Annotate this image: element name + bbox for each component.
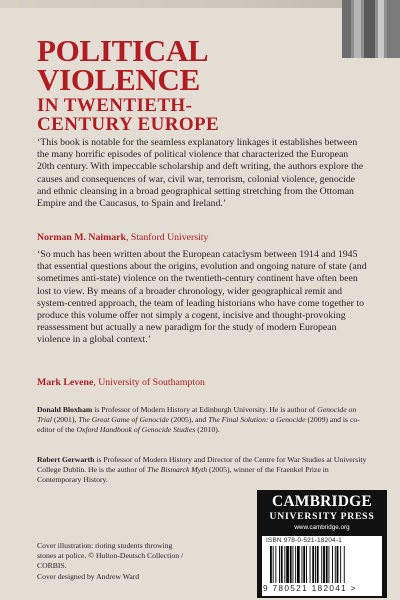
- review-quote-1: ‘This book is notable for the seamless explanatory linkages it establishes between the many horrific episodes of political violence that characterized the European 20th century. With impeccable scholarship and deft writing, the authors explore the causes and consequences of war, civil war, terrorism, colonial violence, genocide and ethnic cleansing in a broad geographical setting stretching from the Ottoman Empire and the Caucasus, to Spain and Ireland.’: [37, 137, 364, 210]
- bio-text: (2005), and: [168, 415, 209, 425]
- review-attribution-2: [37, 377, 205, 388]
- reviewer-name-1: Norman M. Naimark: [37, 232, 126, 243]
- book-title-ref: The Bismarck Myth: [147, 465, 208, 475]
- barcode-digits: 9 780521 182041 >: [263, 583, 357, 593]
- title-line-1: POLITICAL: [37, 33, 209, 68]
- author-bio-gerwarth: [37, 455, 367, 485]
- author-name-gerwarth: Robert Gerwarth: [37, 455, 95, 464]
- cover-photo-fragment: [342, 0, 400, 58]
- title-line-2: VIOLENCE: [37, 61, 200, 97]
- bio-text: (2010).: [195, 425, 220, 435]
- reviewer-name-2: Mark Levene: [37, 377, 94, 388]
- title-line-4: CENTURY EUROPE: [37, 114, 220, 136]
- book-title-ref: Oxford Handbook of Genocide Studies: [76, 425, 196, 435]
- publisher-url: www.cambridge.org: [294, 524, 350, 531]
- book-title: [37, 33, 220, 136]
- title-line-3: IN TWENTIETH-: [37, 95, 193, 117]
- author-bio-bloxham: [37, 405, 367, 435]
- review-quote-2: ‘So much has been written about the European cataclysm between 1914 and 1945 that essential questions about the origins, evolution and ongoing nature of state (and sometimes anti-state) violence on the twentieth-century continent have often been lost to view. By means of a broader chronology, wider geographical remit and system-centred approach, the team of leading historians who have come together to produce this volume offer not simply a cogent, incisive and thought-provoking reassessment but actually a new paradigm for the study of modern European violence in a global context.’: [37, 249, 367, 346]
- author-name-bloxham: Donald Bloxham: [37, 405, 93, 414]
- barcode-graphic: [270, 546, 374, 583]
- bio-text: is Professor of Modern History at Edinburgh University. He is author of: [92, 405, 318, 414]
- publisher-name: CAMBRIDGE: [272, 493, 372, 510]
- reviewer-affiliation-2: , University of Southampton: [93, 377, 205, 388]
- bio-text: is Professor of Modern History and Director of the Centre for War Studies at University College Dublin. He is the author of: [37, 455, 367, 475]
- barcode-box: [262, 536, 382, 596]
- bio-text: (2001),: [51, 415, 79, 425]
- review-attribution-1: [37, 232, 208, 243]
- publisher-subname: UNIVERSITY PRESS: [269, 511, 375, 522]
- bio-text: (2005), winner of the Fraenkel Prize in Contemporary History.: [37, 465, 329, 485]
- cover-design-credit: Cover designed by Andrew Ward: [37, 572, 140, 581]
- reviewer-affiliation-1: , Stanford University: [125, 232, 209, 243]
- top-texture-strip: [0, 0, 400, 8]
- book-title-ref: The Final Solution: a Genocide: [208, 415, 306, 425]
- isbn-label: ISBN 978-0-521-18204-1: [266, 537, 342, 544]
- book-title-ref: The Great Game of Genocide: [78, 415, 169, 425]
- cover-illustration-credit: Cover illustration: rioting students throwing stones at police. © Hulton-Deutsch Collection / CORBIS.: [37, 541, 184, 571]
- publisher-panel: [257, 490, 387, 598]
- bio-text: (2009) and is co-editor of the: [37, 415, 360, 435]
- book-title-ref: Genocide on Trial: [37, 405, 357, 425]
